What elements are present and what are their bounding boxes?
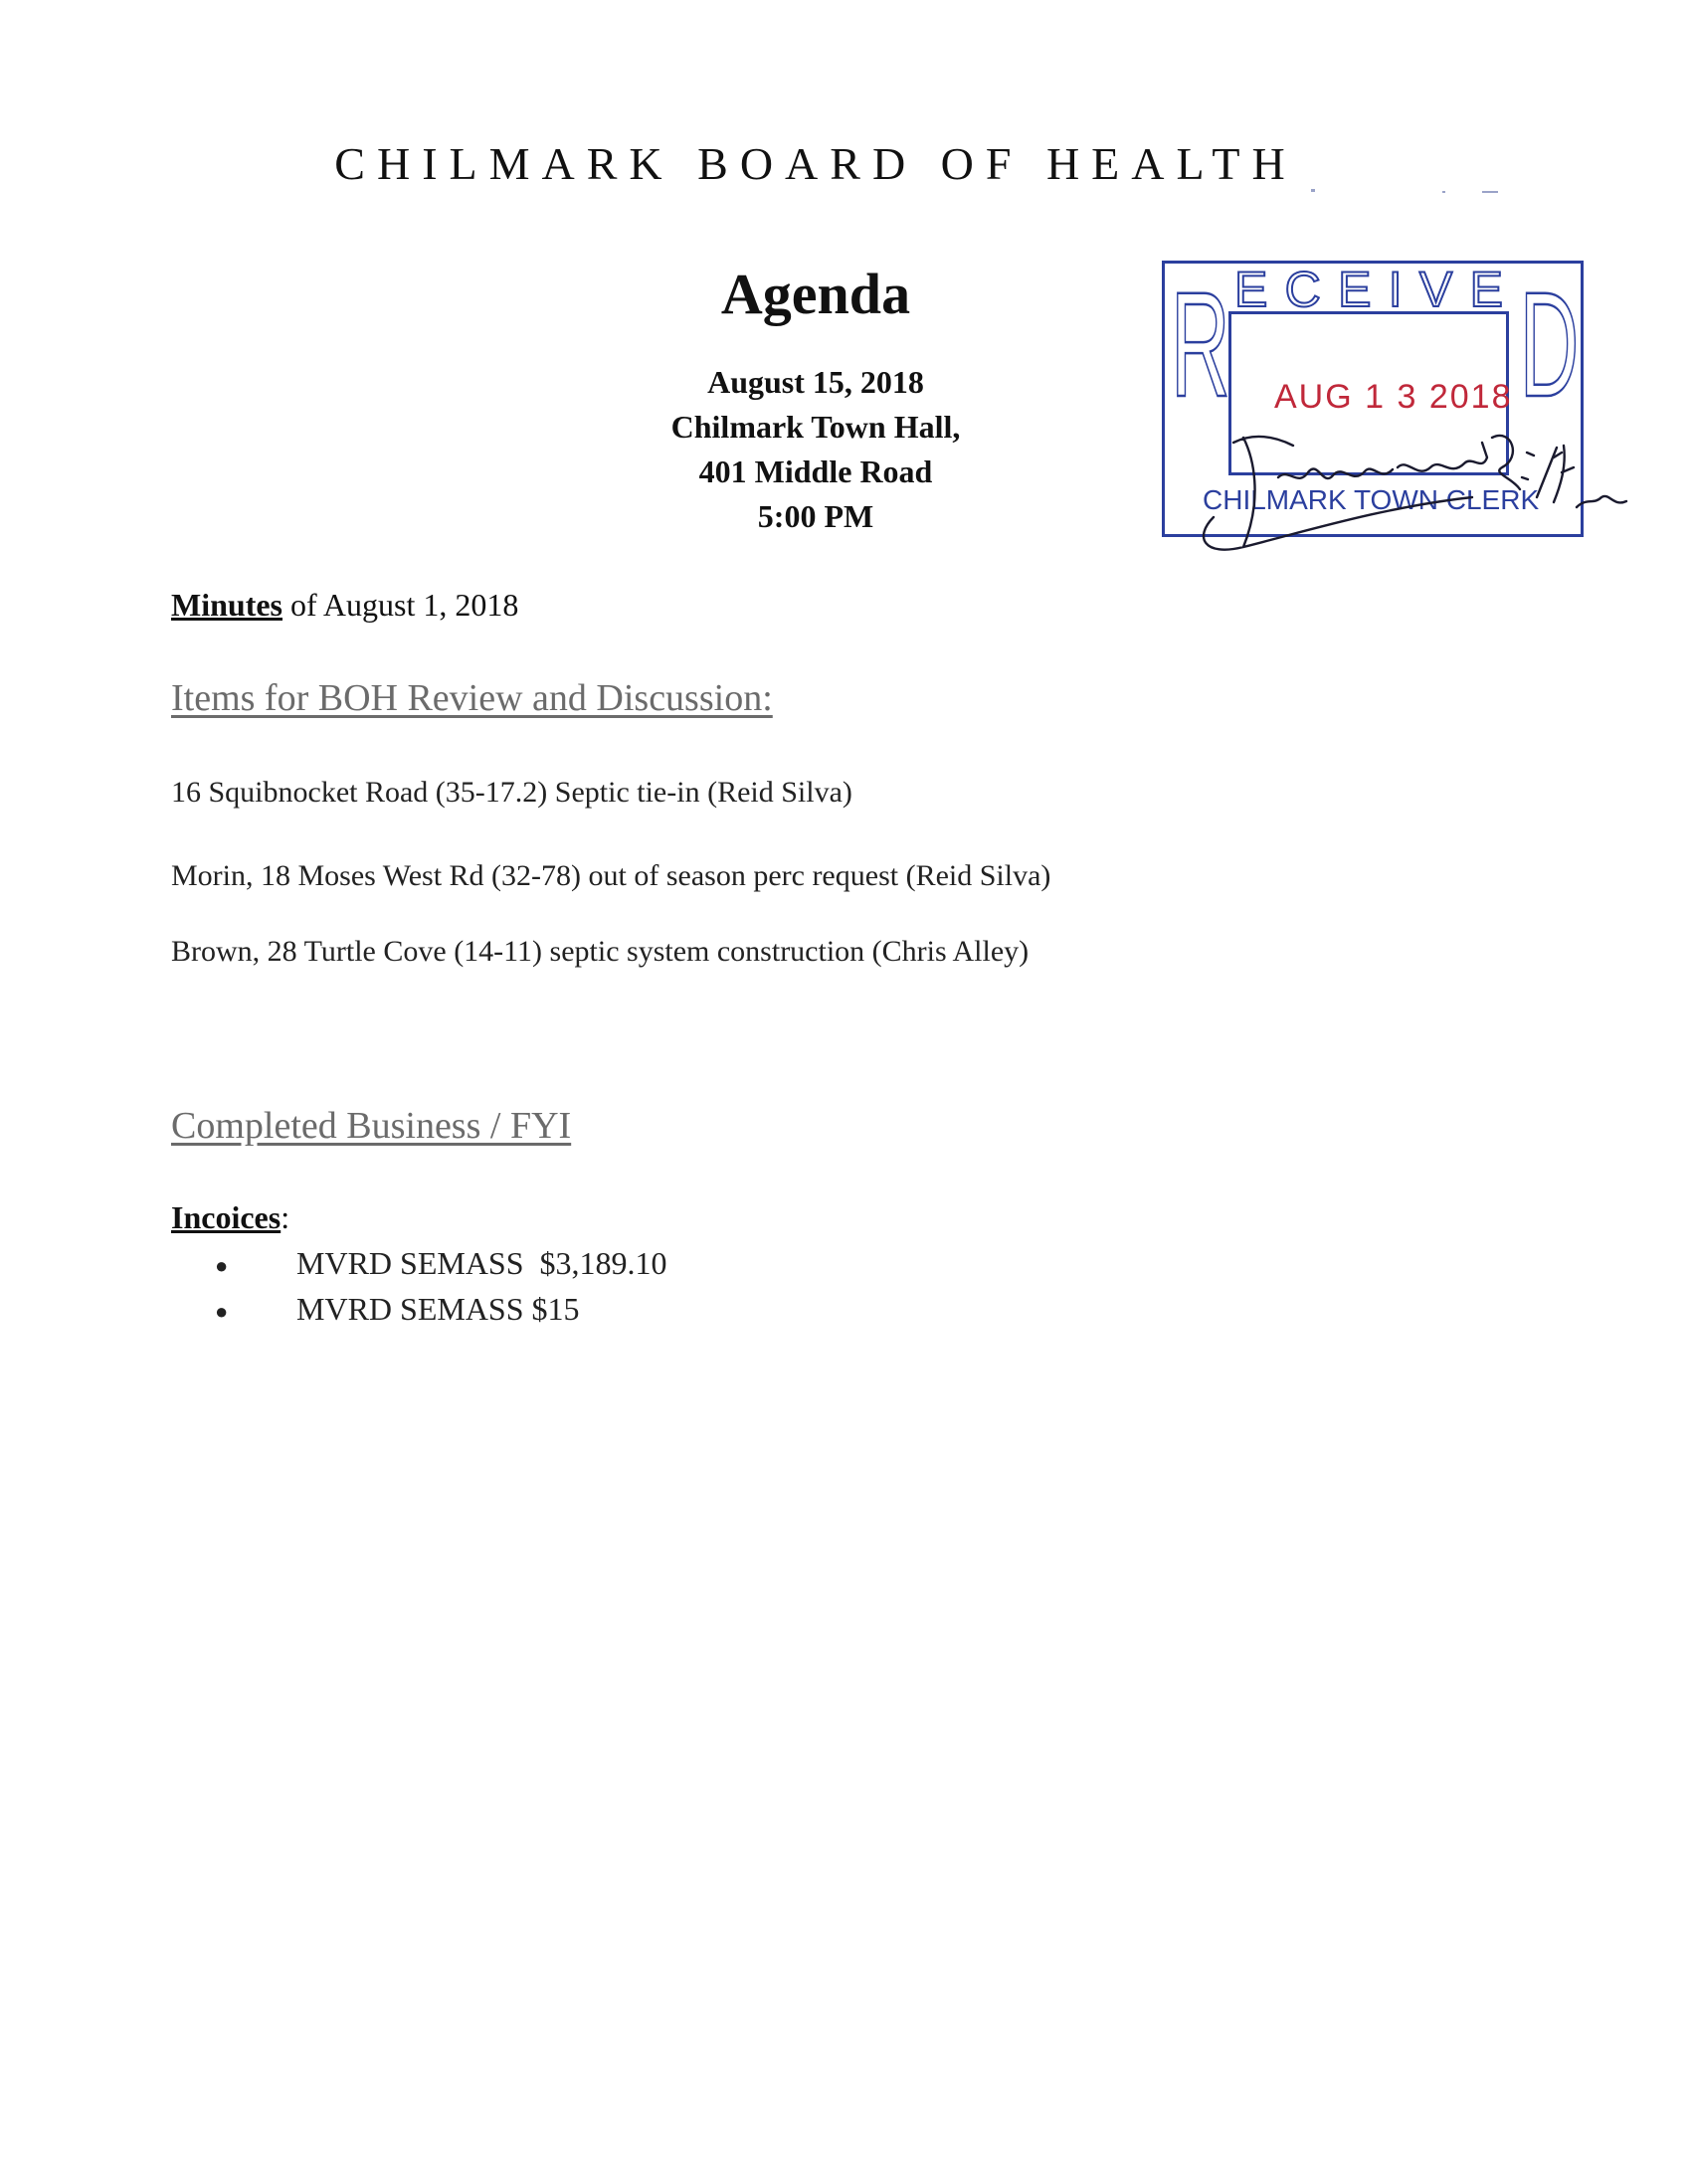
scan-speck	[1311, 189, 1315, 192]
stamp-letter-r: R	[1171, 261, 1230, 428]
invoices-line	[171, 1199, 289, 1236]
stamp-letter: E	[1234, 262, 1268, 317]
organization-title: CHILMARK BOARD OF HEALTH	[334, 138, 1297, 189]
stamp-letter: I	[1388, 262, 1403, 317]
scan-speck	[1442, 191, 1445, 193]
invoice-entry: MVRD SEMASS $3,189.10	[296, 1245, 667, 1281]
stamp-office: CHILMARK TOWN CLERK	[1203, 484, 1540, 515]
review-item: Morin, 18 Moses West Rd (32-78) out of season perc request (Reid Silva)	[171, 859, 1051, 892]
invoice-entry: MVRD SEMASS $15	[296, 1291, 580, 1327]
scan-speck	[1482, 191, 1498, 193]
minutes-label: Minutes	[171, 587, 282, 623]
stamp-letter: E	[1338, 262, 1372, 317]
stamp-letter: C	[1284, 262, 1321, 317]
minutes-text: of August 1, 2018	[282, 587, 519, 623]
minutes-line	[171, 587, 518, 624]
review-section-heading: Items for BOH Review and Discussion:	[171, 677, 773, 719]
stamp-received-letters	[1234, 262, 1503, 317]
stamp-date: AUG 1 3 2018	[1274, 378, 1513, 416]
meeting-location-address: 401 Middle Road	[698, 454, 933, 489]
bullet-icon: ●	[215, 1253, 229, 1278]
invoices-suffix: :	[281, 1199, 290, 1235]
review-item: 16 Squibnocket Road (35-17.2) Septic tie-in (Reid Silva)	[171, 776, 852, 809]
handwritten-signature	[1184, 398, 1641, 567]
meeting-time: 5:00 PM	[757, 498, 874, 534]
stamp-letter-d: D	[1519, 261, 1579, 428]
review-item: Brown, 28 Turtle Cove (14-11) septic system construction (Chris Alley)	[171, 935, 1030, 968]
bullet-icon: ●	[215, 1299, 229, 1324]
stamp-letter: V	[1418, 262, 1453, 317]
meeting-location-name: Chilmark Town Hall,	[670, 409, 961, 445]
stamp-letter: E	[1469, 262, 1503, 317]
meeting-date: August 15, 2018	[707, 364, 924, 400]
completed-section-heading: Completed Business / FYI	[171, 1105, 572, 1147]
invoices-label: Incoices	[171, 1199, 282, 1235]
document-title: Agenda	[720, 262, 911, 326]
